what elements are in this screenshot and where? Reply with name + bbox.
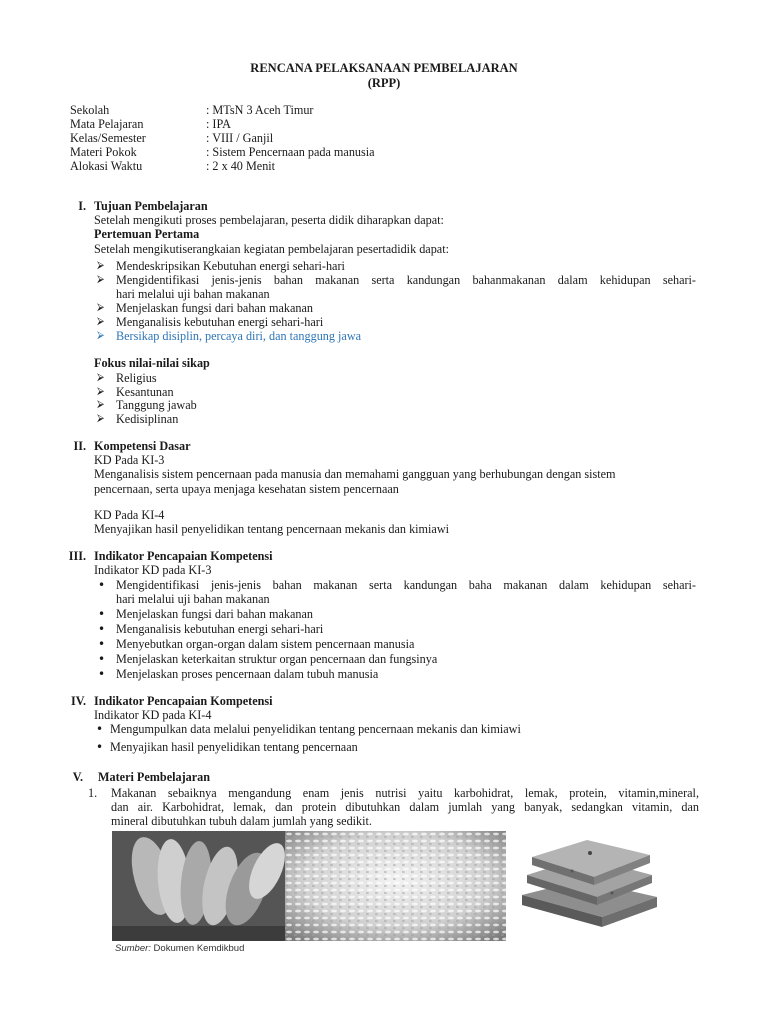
kd4-text: Menyajikan hasil penyelidikan tentang pencernaan mekanis dan kimiawi <box>94 522 450 536</box>
section-5-number: V. <box>72 770 83 784</box>
kd3-text-line-1: Menganalisis sistem pencernaan pada manusia dan memahami gangguan yang berhubungan dengan sistem <box>94 467 616 481</box>
banana-photo <box>112 831 285 941</box>
tempeh-icon <box>512 835 662 935</box>
arrow-bullet-icon: ⮚ <box>97 260 105 271</box>
section-1-title: Tujuan Pembelajaran <box>94 199 208 213</box>
section-3-title: Indikator Pencapaian Kompetensi <box>94 549 273 563</box>
info-value: : IPA <box>206 117 231 131</box>
arrow-bullet-icon: ⮚ <box>97 372 105 383</box>
bullet-dot-icon: • <box>98 578 106 592</box>
banana-icon <box>112 831 285 941</box>
arrow-bullet-icon: ⮚ <box>97 413 105 424</box>
arrow-bullet-icon: ⮚ <box>97 302 105 313</box>
document-subtitle: (RPP) <box>367 76 401 90</box>
document-title: RENCANA PELAKSANAAN PEMBELAJARAN <box>250 61 518 75</box>
document-page: RENCANA PELAKSANAAN PEMBELAJARAN (RPP) Sekolah : MTsN 3 Aceh Timur Mata Pelajaran : IPA Kelas/Semester : VIII / Ganjil Materi Pokok : Sistem Pencernaan pada manusia Alokasi Waktu : 2 x 40 Menit I. Tujuan Pembelajaran Setelah mengikuti proses pembelajaran, peserta didik diharapkan dapat: Pertemuan Pertama Setelah mengikutiserangkaian kegiatan pembelajaran pesertadidik dapat: ⮚ Mendeskripsikan Kebutuhan energi sehari-hari ⮚ Mengidentifikasi jenis-jenis bahan makanan serta kandungan bahanmakanan dalam kehidupan sehari- hari melalui uji bahan makanan ⮚ Menjelaskan fungsi dari bahan makanan ⮚ Menganalisis kebutuhan energi sehari-hari ⮚ Bersikap disiplin, percaya diri, dan tanggung jawa Fokus nilai-nilai sikap ⮚ Religius ⮚ Kesantunan ⮚ Tanggung jawab ⮚ Kedisiplinan II. Kompetensi Dasar KD Pada KI-3 Menganalisis sistem pencernaan pada manusia dan memahami gangguan yang berhubungan dengan sistem pencernaan, serta upaya menjaga kesehatan sistem pencernaan KD Pada KI-4 Menyajikan hasil penyelidikan tentang pencernaan mekanis dan kimiawi III. Indikator Pencapaian Kompetensi Indikator KD pada KI-3 • Mengidentifikasi jenis-jenis bahan makanan serta kandungan baha makanan dalam kehidupan sehari- hari melalui uji bahan makanan • Menjelaskan fungsi dari bahan makanan • Menganalisis kebutuhan energi sehari-hari • Menyebutkan organ-organ dalam sistem pencernaan manusia • Menjelaskan keterkaitan struktur organ pencernaan dan fungsinya • Menjelaskan proses pencernaan dalam tubuh manusia IV. Indikator Pencapaian Kompetensi Indikator KD pada KI-4 • Mengumpulkan data melalui penyelidikan tentang pencernaan mekanis dan kimiawi • Menyajikan hasil penyelidikan tentang pencernaan V. Materi Pembelajaran 1. Makanan sebaiknya mengandung enam jenis nutrisi yaitu karbohidrat, lemak, protein, vitamin,mineral, dan air. Karbohidrat, lemak, dan protein dibutuhkan dalam jumlah yang banyak, sedangkan vitamin, dan mineral dibutuhkan tubuh dalam jumlah yang sedikit. Sumber: Dokumen Kemdikbud <box>0 0 768 1024</box>
arrow-bullet-icon: ⮚ <box>97 316 105 327</box>
section-4-title: Indikator Pencapaian Kompetensi <box>94 694 273 708</box>
item-line-2: dan air. Karbohidrat, lemak, dan protein dibutuhkan dalam jumlah yang banyak, sedangkan vitamin, dan <box>111 800 699 814</box>
rice-photo <box>285 831 506 941</box>
bullet-dot-icon: • <box>96 740 104 754</box>
section-2-title: Kompetensi Dasar <box>94 439 191 453</box>
bullet-dot-icon: • <box>98 652 106 666</box>
arrow-bullet-icon: ⮚ <box>97 274 105 285</box>
arrow-bullet-icon: ⮚ <box>97 386 105 397</box>
image-caption: Sumber: Dokumen Kemdikbud <box>115 943 245 954</box>
arrow-bullet-icon: ⮚ <box>97 399 105 410</box>
info-value: : Sistem Pencernaan pada manusia <box>206 145 375 159</box>
info-label: Sekolah <box>70 103 110 117</box>
kd3-label: KD Pada KI-3 <box>94 453 165 467</box>
tempeh-photo <box>512 835 662 935</box>
info-value: : 2 x 40 Menit <box>206 159 276 173</box>
info-label: Alokasi Waktu <box>70 159 143 173</box>
arrow-bullet-icon: ⮚ <box>97 330 105 341</box>
bullet-dot-icon: • <box>98 607 106 621</box>
section-1-intro2: Setelah mengikutiserangkaian kegiatan pembelajaran pesertadidik dapat: <box>94 242 449 256</box>
kd4-label: KD Pada KI-4 <box>94 508 165 522</box>
bullet-dot-icon: • <box>98 667 106 681</box>
item-line-1: Makanan sebaiknya mengandung enam jenis nutrisi yaitu karbohidrat, lemak, protein, vitamin,mineral, <box>111 786 699 800</box>
section-2-number: II. <box>73 439 86 453</box>
info-label: Materi Pokok <box>70 145 137 159</box>
section-3-number: III. <box>68 549 86 563</box>
section-5-title: Materi Pembelajaran <box>98 770 211 784</box>
bullet-dot-icon: • <box>96 722 104 736</box>
bullet-dot-icon: • <box>98 622 106 636</box>
section-1-subtitle: Pertemuan Pertama <box>94 227 200 241</box>
section-3-label: Indikator KD pada KI-3 <box>94 563 212 577</box>
focus-title: Fokus nilai-nilai sikap <box>94 356 210 370</box>
item-number: 1. <box>88 786 98 800</box>
bullet-dot-icon: • <box>98 637 106 651</box>
rice-icon <box>285 831 506 941</box>
section-4-number: IV. <box>70 694 86 708</box>
item-line-3: mineral dibutuhkan tubuh dalam jumlah yang sedikit. <box>111 814 372 828</box>
section-4-label: Indikator KD pada KI-4 <box>94 708 212 722</box>
kd3-text-line-2: pencernaan, serta upaya menjaga kesehatan sistem pencernaan <box>94 482 399 496</box>
info-value: : VIII / Ganjil <box>206 131 274 145</box>
info-label: Mata Pelajaran <box>70 117 144 131</box>
section-1-number: I. <box>78 199 86 213</box>
info-value: : MTsN 3 Aceh Timur <box>206 103 314 117</box>
section-1-intro: Setelah mengikuti proses pembelajaran, peserta didik diharapkan dapat: <box>94 213 444 227</box>
info-label: Kelas/Semester <box>70 131 146 145</box>
